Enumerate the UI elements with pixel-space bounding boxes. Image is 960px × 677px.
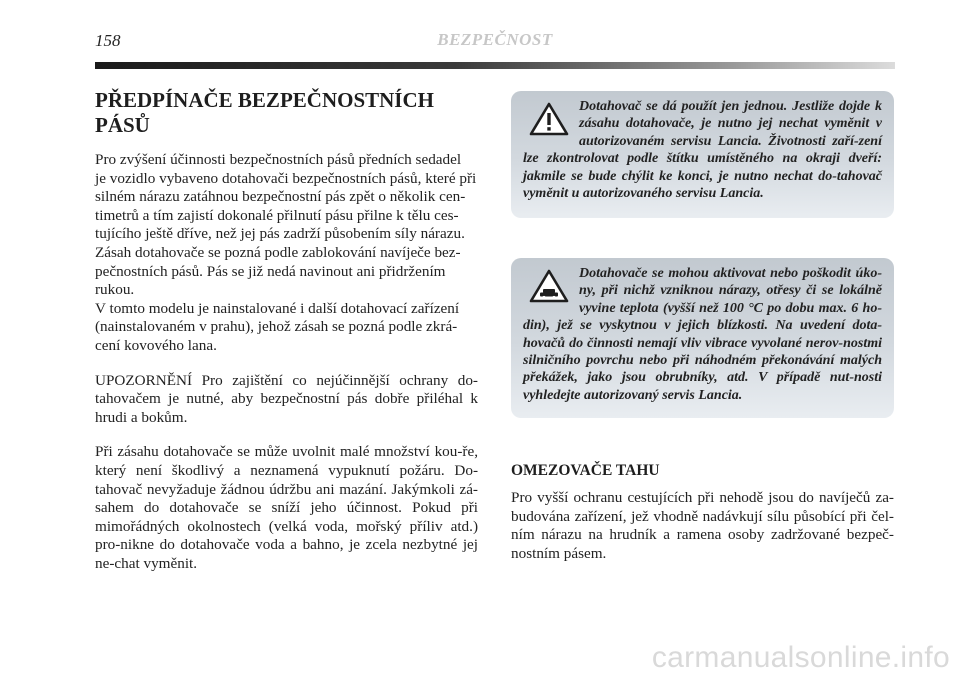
- section-title: BEZPEČNOST: [437, 30, 553, 49]
- text-line: pečnostních pásů. Pás se již nedá navinout ani přidržením: [95, 262, 446, 280]
- warning-text: Dotahovač se dá použít jen jednou. Jestliže dojde k zásahu dotahovače, je nutno jej nechat vyměnit v autorizovaném servisu Lancia. Životnosti zaří-zení lze zkontrolovat podle štítku umístěného na okraji dveří: jakmile se bude chýlit ke konci, je nutno nechat do-tahovač vyměnit u autorizovaného servisu Lancia.: [523, 99, 882, 202]
- warning-text: Dotahovače se mohou aktivovat nebo poškodit úko-ny, při nichž vzniknou nárazy, otřesy či se lokálně vyvine teplota (vyšší než 100 °C po dobu max. 6 ho-din), jež se vyskytnou v jejich blízkosti. Na uvedení dota-hovačů do činnosti nemají vliv vibrace vyvolané nerov-nostmi silničního povrchu nebo při náhodném překonávání malých překážek, jako jsou obrubníky, atd. V případě nut-nosti vyhledejte autorizovaný servis Lancia.: [523, 266, 882, 403]
- text-line: Pro zvýšení účinnosti bezpečnostních pásů předních sedadel: [95, 151, 462, 168]
- notice-paragraph: UPOZORNĚNÍ Pro zajištění co nejúčinnější ochrany do-tahovačem je nutné, aby bezpečnostní pás dobře přiléhal k hrudi a bokům.: [95, 371, 478, 426]
- load-limiters-paragraph: Pro vyšší ochranu cestujících při nehodě jsou do navíječů za-budována zařízení, jež vhodně nadávkují sílu působící při čel-ním nárazu na hrudník a ramena osoby zadržované bezpeč-nostním pásem.: [511, 489, 894, 562]
- text-line: tujícího ještě dříve, než jej pás zadrží působením síly nárazu.: [95, 225, 465, 243]
- text-line: (nainstalovaném v prahu), jehož zásah se pozná podle zkrá-: [95, 318, 458, 336]
- text-line: cení kovového lana.: [95, 336, 217, 354]
- text-line: Zásah dotahovače se pozná podle zablokování navíječe bez-: [95, 243, 461, 261]
- subheading-load-limiters: OMEZOVAČE TAHU: [511, 462, 660, 479]
- smoke-paragraph: Při zásahu dotahovače se může uvolnit malé množství kou-ře, který není škodlivý a neznamená vypuknutí požáru. Do-tahovač nevyžaduje žádnou údržbu ani mazání. Jakýmkoli zá-sahem do dotahovače se sníží jeho účinnost. Pokud při mimořádných okolnostech (velká voda, mořský příliv atd.) pro-nikne do dotahovače voda a bahno, je zcela nezbytné jej ne-chat vyměnit.: [95, 443, 478, 572]
- environment-warning-icon: [529, 269, 569, 303]
- text-line: je vozidlo vybaveno dotahovači bezpečnostních pásů, které při: [95, 169, 477, 187]
- text-line: rukou.: [95, 281, 135, 299]
- warning-triangle-icon: [529, 102, 569, 136]
- text-line: silném nárazu zatáhnou bezpečnostní pás zpět o několik cen-: [95, 188, 466, 206]
- main-heading: PŘEDPÍNAČE BEZPEČNOSTNÍCH PÁSŮ: [95, 88, 434, 137]
- header-rule: [95, 62, 895, 69]
- text-line: timetrů a tím zajistí dokonalé přilnutí pásu přilne k tělu ces-: [95, 206, 459, 224]
- left-column: [95, 88, 478, 589]
- text-line: V tomto modelu je nainstalované i další dotahovací zařízení: [95, 299, 460, 317]
- page-number: 158: [95, 31, 121, 50]
- watermark: carmanualsonline.info: [651, 641, 950, 674]
- warning-box-single-use: [511, 91, 894, 218]
- intro-paragraph: [95, 151, 478, 356]
- warning-box-activation: [511, 258, 894, 418]
